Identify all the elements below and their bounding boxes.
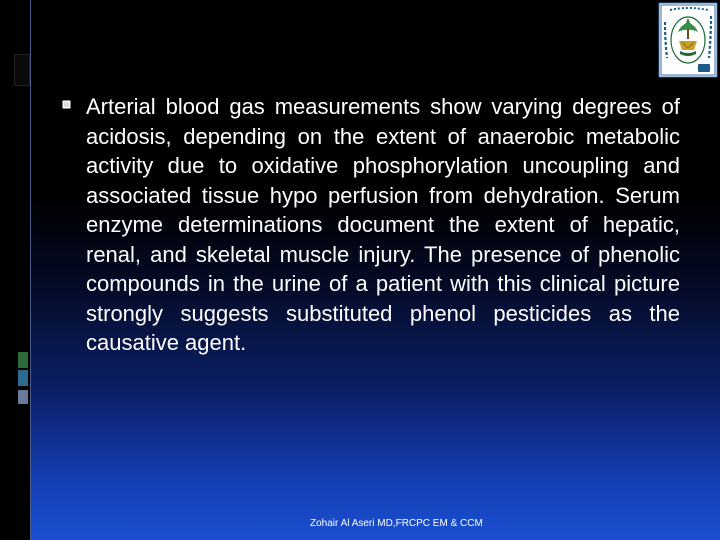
square-bullet-icon: [62, 100, 71, 109]
content-area: [62, 92, 680, 358]
bullet-text: Arterial blood gas measurements show varying degrees of acidosis, depending on the extent of anaerobic metabolic activity due to oxidative phosphorylation uncoupling and associated tissue hypo perfusion from dehydration. Serum enzyme determinations document the extent of hepatic, renal, and skeletal muscle injury. The presence of phenolic compounds in the urine of a patient with this clinical picture strongly suggests substituted phenol pesticides as the causative agent.: [86, 94, 680, 355]
decor-black-square: [14, 54, 30, 86]
decor-green-square: [18, 352, 28, 368]
vertical-divider: [30, 0, 31, 540]
decor-gray-square: [18, 390, 28, 404]
footer-author: Zohair Al Aseri MD,FRCPC EM & CCM: [310, 518, 483, 529]
decor-teal-square: [18, 370, 28, 386]
bullet-item: [62, 92, 680, 358]
university-logo: [658, 2, 718, 78]
